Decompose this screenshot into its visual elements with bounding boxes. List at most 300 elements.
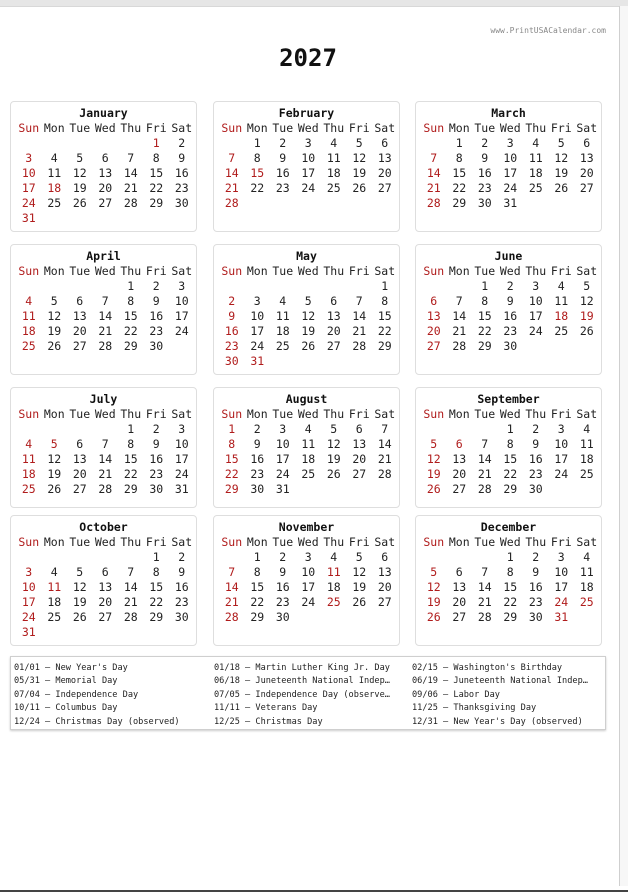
week-row <box>214 610 399 625</box>
day-cell: 25 <box>579 467 594 481</box>
empty-cell <box>118 625 144 640</box>
day-cell: 26 <box>301 339 316 353</box>
day-cell: 13 <box>377 151 392 165</box>
weekday-label: Fri <box>550 264 572 278</box>
week-row <box>11 610 196 625</box>
month-name: January <box>79 106 128 120</box>
day-cell: 1 <box>228 422 236 436</box>
weekday-label: Mon <box>246 264 268 278</box>
day-cell: 5 <box>430 437 438 451</box>
empty-cell <box>296 354 322 369</box>
vertical-scrollbar[interactable] <box>619 6 628 886</box>
day-cell: 6 <box>381 136 389 150</box>
week-row <box>214 452 399 467</box>
empty-cell <box>118 211 144 226</box>
day-cell: 27 <box>579 181 594 195</box>
day-cell: 5 <box>355 550 363 564</box>
day-cell: 23 <box>250 467 265 481</box>
day-cell: 30 <box>149 482 164 496</box>
day-cell: 14 <box>224 580 239 594</box>
week-row <box>214 294 399 309</box>
day-cell: 2 <box>532 550 540 564</box>
week-row <box>214 196 399 211</box>
weekday-header <box>416 407 601 422</box>
day-cell: 23 <box>224 339 239 353</box>
empty-cell <box>372 610 398 625</box>
holiday-item: 05/31 – Memorial Day <box>14 676 118 687</box>
weekday-label: Wed <box>297 121 319 135</box>
weekday-label: Mon <box>448 264 470 278</box>
weekday-label: Fri <box>145 535 167 549</box>
day-cell: 5 <box>330 422 338 436</box>
weekday-label: Fri <box>348 264 370 278</box>
day-cell: 17 <box>174 309 189 323</box>
day-cell: 7 <box>481 437 489 451</box>
empty-cell <box>549 339 575 354</box>
day-cell: 2 <box>532 422 540 436</box>
month-name: April <box>86 249 121 263</box>
weekday-label: Fri <box>550 535 572 549</box>
day-cell: 3 <box>279 422 287 436</box>
weekday-header <box>214 407 399 422</box>
day-cell: 6 <box>381 550 389 564</box>
day-cell: 31 <box>554 610 569 624</box>
day-cell: 28 <box>452 339 467 353</box>
day-cell: 28 <box>477 482 492 496</box>
month-card-april <box>10 244 197 375</box>
day-cell: 10 <box>174 294 189 308</box>
weekday-label: Thu <box>120 407 142 421</box>
day-cell: 15 <box>149 580 164 594</box>
day-cell: 18 <box>579 452 594 466</box>
day-cell: 14 <box>477 452 492 466</box>
week-row <box>11 467 196 482</box>
day-cell: 26 <box>352 595 367 609</box>
day-cell: 21 <box>426 181 441 195</box>
month-name: May <box>296 249 317 263</box>
day-cell: 14 <box>377 437 392 451</box>
empty-cell <box>42 279 68 294</box>
week-row <box>214 151 399 166</box>
day-cell: 26 <box>47 339 62 353</box>
month-card-october <box>10 515 197 646</box>
weekday-header <box>11 535 196 550</box>
weekday-label: Sun <box>423 407 445 421</box>
weekday-label: Thu <box>525 407 547 421</box>
day-cell: 17 <box>301 166 316 180</box>
day-cell: 28 <box>477 610 492 624</box>
holiday-item: 12/31 – New Year's Day (observed) <box>412 716 583 727</box>
day-cell: 16 <box>275 166 290 180</box>
day-cell: 3 <box>304 550 312 564</box>
day-cell: 19 <box>301 324 316 338</box>
empty-cell <box>42 625 68 640</box>
empty-cell <box>67 279 93 294</box>
day-cell: 1 <box>506 422 514 436</box>
empty-cell <box>372 354 398 369</box>
weekday-label: Sun <box>18 407 40 421</box>
day-cell: 8 <box>506 565 514 579</box>
holiday-item: 01/18 – Martin Luther King Jr. Day <box>214 663 390 673</box>
day-cell: 5 <box>50 294 58 308</box>
day-cell: 26 <box>579 324 594 338</box>
holiday-item: 11/25 – Thanksgiving Day <box>412 703 537 714</box>
day-cell: 10 <box>21 580 36 594</box>
weekday-label: Thu <box>323 121 345 135</box>
weekday-label: Wed <box>499 121 521 135</box>
weekday-label: Tue <box>69 535 91 549</box>
calendar-year-title: 2027 <box>279 44 337 72</box>
empty-cell <box>42 136 68 151</box>
day-cell: 17 <box>554 580 569 594</box>
day-cell: 14 <box>352 309 367 323</box>
day-cell: 26 <box>326 467 341 481</box>
empty-cell <box>296 279 322 294</box>
day-cell: 13 <box>98 166 113 180</box>
day-cell: 29 <box>477 339 492 353</box>
empty-cell <box>42 211 68 226</box>
month-name: July <box>89 392 118 406</box>
week-row <box>416 550 601 565</box>
weekday-label: Mon <box>43 121 65 135</box>
day-cell: 12 <box>47 452 62 466</box>
weekday-label: Thu <box>323 407 345 421</box>
day-cell: 1 <box>253 136 261 150</box>
day-cell: 3 <box>304 136 312 150</box>
day-cell: 1 <box>127 422 135 436</box>
day-cell: 20 <box>72 467 87 481</box>
day-cell: 12 <box>426 452 441 466</box>
empty-cell <box>321 354 347 369</box>
day-cell: 18 <box>554 309 569 323</box>
day-cell: 4 <box>25 437 33 451</box>
weekday-label: Mon <box>43 407 65 421</box>
day-cell: 25 <box>47 610 62 624</box>
empty-cell <box>16 136 42 151</box>
day-cell: 19 <box>72 181 87 195</box>
day-cell: 20 <box>98 595 113 609</box>
empty-cell <box>169 339 195 354</box>
day-cell: 5 <box>583 279 591 293</box>
week-row <box>11 196 196 211</box>
weekday-label: Tue <box>474 535 496 549</box>
empty-cell <box>321 279 347 294</box>
empty-cell <box>219 550 245 565</box>
day-cell: 9 <box>532 565 540 579</box>
holiday-list <box>10 656 606 730</box>
day-cell: 13 <box>377 565 392 579</box>
empty-cell <box>270 354 296 369</box>
day-cell: 20 <box>452 467 467 481</box>
weekday-label: Sun <box>18 264 40 278</box>
week-row <box>214 181 399 196</box>
day-cell: 24 <box>21 196 36 210</box>
weekday-label: Thu <box>323 264 345 278</box>
week-row <box>11 279 196 294</box>
day-cell: 16 <box>477 166 492 180</box>
empty-cell <box>523 339 549 354</box>
day-cell: 27 <box>377 181 392 195</box>
empty-cell <box>67 136 93 151</box>
day-cell: 2 <box>506 279 514 293</box>
day-cell: 8 <box>481 294 489 308</box>
week-row <box>214 595 399 610</box>
day-cell: 9 <box>228 309 236 323</box>
day-cell: 20 <box>452 595 467 609</box>
day-cell: 11 <box>21 309 36 323</box>
holiday-item: 07/05 – Independence Day (observe… <box>214 689 390 700</box>
month-card-march <box>415 101 602 232</box>
holiday-item: 09/06 – Labor Day <box>412 689 500 700</box>
day-cell: 18 <box>301 452 316 466</box>
day-cell: 6 <box>583 136 591 150</box>
week-row <box>11 437 196 452</box>
day-cell: 16 <box>250 452 265 466</box>
day-cell: 12 <box>579 294 594 308</box>
week-row <box>214 354 399 369</box>
month-card-september <box>415 387 602 508</box>
week-row <box>214 580 399 595</box>
day-cell: 24 <box>174 467 189 481</box>
weekday-label: Tue <box>272 535 294 549</box>
day-cell: 12 <box>47 309 62 323</box>
day-cell: 12 <box>554 151 569 165</box>
weekday-label: Fri <box>550 121 572 135</box>
day-cell: 11 <box>554 294 569 308</box>
day-cell: 8 <box>127 437 135 451</box>
day-cell: 11 <box>326 151 341 165</box>
week-row <box>11 166 196 181</box>
day-cell: 17 <box>250 324 265 338</box>
day-cell: 15 <box>377 309 392 323</box>
day-cell: 14 <box>426 166 441 180</box>
day-cell: 19 <box>72 595 87 609</box>
day-cell: 10 <box>301 565 316 579</box>
month-name: August <box>285 392 328 406</box>
day-cell: 24 <box>250 339 265 353</box>
weekday-label: Sat <box>374 264 396 278</box>
day-cell: 9 <box>279 565 287 579</box>
day-cell: 3 <box>25 151 33 165</box>
day-cell: 24 <box>301 595 316 609</box>
empty-cell <box>372 482 398 497</box>
day-cell: 28 <box>426 196 441 210</box>
day-cell: 7 <box>430 151 438 165</box>
day-cell: 16 <box>149 452 164 466</box>
day-cell: 31 <box>250 354 265 368</box>
day-cell: 15 <box>123 452 138 466</box>
day-cell: 15 <box>224 452 239 466</box>
weekday-label: Fri <box>348 407 370 421</box>
day-cell: 13 <box>452 452 467 466</box>
day-cell: 7 <box>355 294 363 308</box>
day-cell: 26 <box>72 610 87 624</box>
day-cell: 3 <box>532 279 540 293</box>
day-cell: 8 <box>381 294 389 308</box>
empty-cell <box>372 196 398 211</box>
day-cell: 10 <box>21 166 36 180</box>
day-cell: 22 <box>250 181 265 195</box>
empty-cell <box>42 550 68 565</box>
day-cell: 23 <box>149 467 164 481</box>
day-cell: 2 <box>279 550 287 564</box>
day-cell: 12 <box>72 166 87 180</box>
weekday-label: Sat <box>576 407 598 421</box>
day-cell: 9 <box>178 565 186 579</box>
day-cell: 10 <box>503 151 518 165</box>
day-cell: 16 <box>528 452 543 466</box>
weekday-label: Mon <box>448 535 470 549</box>
weekday-label: Thu <box>120 264 142 278</box>
day-cell: 23 <box>503 324 518 338</box>
day-cell: 28 <box>224 610 239 624</box>
day-cell: 24 <box>21 610 36 624</box>
day-cell: 21 <box>224 595 239 609</box>
day-cell: 5 <box>557 136 565 150</box>
empty-cell <box>574 482 600 497</box>
day-cell: 7 <box>127 565 135 579</box>
day-cell: 29 <box>149 610 164 624</box>
day-cell: 16 <box>275 580 290 594</box>
holiday-column <box>214 662 414 729</box>
empty-cell <box>16 550 42 565</box>
day-cell: 13 <box>98 580 113 594</box>
day-cell: 16 <box>174 166 189 180</box>
day-cell: 10 <box>301 151 316 165</box>
day-cell: 14 <box>477 580 492 594</box>
week-row <box>416 482 601 497</box>
week-row <box>214 565 399 580</box>
day-cell: 14 <box>98 452 113 466</box>
day-cell: 21 <box>224 181 239 195</box>
day-cell: 16 <box>224 324 239 338</box>
empty-cell <box>472 550 498 565</box>
day-cell: 23 <box>174 181 189 195</box>
weekday-label: Tue <box>69 264 91 278</box>
day-cell: 28 <box>123 196 138 210</box>
day-cell: 16 <box>174 580 189 594</box>
month-card-june <box>415 244 602 375</box>
day-cell: 15 <box>250 580 265 594</box>
month-card-july <box>10 387 197 508</box>
day-cell: 20 <box>72 324 87 338</box>
day-cell: 21 <box>477 595 492 609</box>
week-row <box>11 452 196 467</box>
weekday-label: Sat <box>576 264 598 278</box>
empty-cell <box>523 196 549 211</box>
day-cell: 9 <box>506 294 514 308</box>
day-cell: 14 <box>98 309 113 323</box>
day-cell: 1 <box>481 279 489 293</box>
day-cell: 2 <box>178 136 186 150</box>
day-cell: 20 <box>352 452 367 466</box>
day-cell: 3 <box>506 136 514 150</box>
empty-cell <box>219 279 245 294</box>
day-cell: 13 <box>72 309 87 323</box>
day-cell: 27 <box>352 467 367 481</box>
day-cell: 10 <box>554 565 569 579</box>
week-row <box>416 595 601 610</box>
day-cell: 29 <box>224 482 239 496</box>
day-cell: 27 <box>72 482 87 496</box>
day-cell: 14 <box>123 580 138 594</box>
day-cell: 11 <box>301 437 316 451</box>
empty-cell <box>321 610 347 625</box>
day-cell: 30 <box>250 482 265 496</box>
weekday-header <box>11 264 196 279</box>
weekday-label: Tue <box>272 121 294 135</box>
day-cell: 29 <box>452 196 467 210</box>
day-cell: 28 <box>98 339 113 353</box>
weekday-label: Fri <box>348 121 370 135</box>
day-cell: 31 <box>275 482 290 496</box>
day-cell: 24 <box>554 595 569 609</box>
weekday-label: Sat <box>171 535 193 549</box>
day-cell: 18 <box>326 166 341 180</box>
day-cell: 7 <box>481 565 489 579</box>
weekday-label: Sat <box>576 535 598 549</box>
day-cell: 26 <box>426 482 441 496</box>
day-cell: 2 <box>253 422 261 436</box>
empty-cell <box>296 610 322 625</box>
empty-cell <box>347 610 373 625</box>
empty-cell <box>447 422 473 437</box>
day-cell: 25 <box>326 181 341 195</box>
week-row <box>416 196 601 211</box>
day-cell: 24 <box>503 181 518 195</box>
weekday-label: Wed <box>297 407 319 421</box>
empty-cell <box>67 422 93 437</box>
day-cell: 11 <box>579 565 594 579</box>
day-cell: 27 <box>452 482 467 496</box>
day-cell: 28 <box>352 339 367 353</box>
empty-cell <box>245 196 271 211</box>
day-cell: 11 <box>21 452 36 466</box>
empty-cell <box>347 354 373 369</box>
day-cell: 30 <box>528 610 543 624</box>
empty-cell <box>421 422 447 437</box>
day-cell: 15 <box>503 452 518 466</box>
week-row <box>11 595 196 610</box>
day-cell: 27 <box>326 339 341 353</box>
day-cell: 15 <box>503 580 518 594</box>
week-row <box>214 467 399 482</box>
empty-cell <box>67 550 93 565</box>
day-cell: 26 <box>554 181 569 195</box>
day-cell: 20 <box>579 166 594 180</box>
weekday-label: Tue <box>69 121 91 135</box>
weekday-header <box>11 407 196 422</box>
day-cell: 15 <box>452 166 467 180</box>
day-cell: 12 <box>352 565 367 579</box>
week-row <box>11 565 196 580</box>
month-card-january <box>10 101 197 232</box>
day-cell: 25 <box>21 482 36 496</box>
day-cell: 28 <box>377 467 392 481</box>
weekday-label: Sun <box>221 121 243 135</box>
weekday-label: Mon <box>448 121 470 135</box>
day-cell: 24 <box>174 324 189 338</box>
empty-cell <box>93 279 119 294</box>
day-cell: 17 <box>275 452 290 466</box>
empty-cell <box>118 550 144 565</box>
holiday-item: 06/19 – Juneteenth National Indep… <box>412 676 588 687</box>
day-cell: 4 <box>25 294 33 308</box>
day-cell: 1 <box>506 550 514 564</box>
day-cell: 10 <box>528 294 543 308</box>
site-watermark: www.PrintUSACalendar.com <box>490 26 606 35</box>
holiday-item: 11/11 – Veterans Day <box>214 703 318 714</box>
